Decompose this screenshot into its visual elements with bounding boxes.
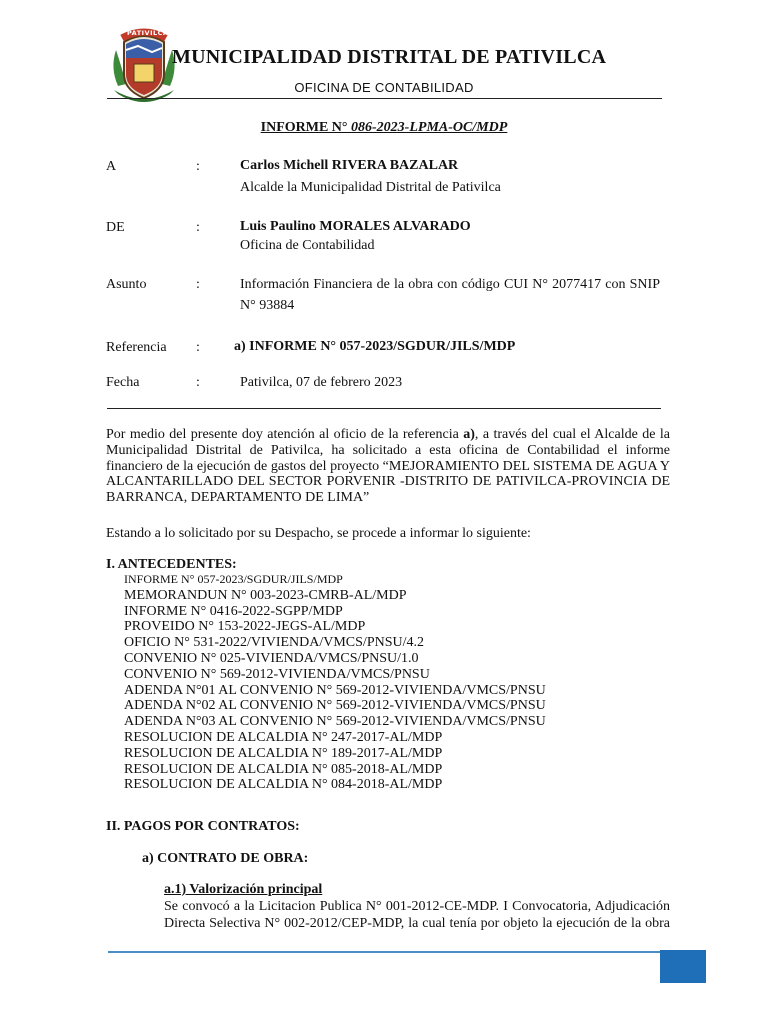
recipient-name: Carlos Michell RIVERA BAZALAR (240, 158, 459, 173)
valuation-line-1: Se convocó a la Licitacion Publica N° 001-2012-CE-MDP. I Convocatoria, Adjudicación (164, 899, 670, 914)
date-value: Pativilca, 07 de febrero 2023 (240, 375, 403, 390)
footer-line (108, 951, 670, 953)
report-title-prefix: INFORME N° (260, 120, 348, 135)
subject-line-2: N° 93884 (240, 298, 295, 313)
office-name: OFICINA DE CONTABILIDAD (294, 80, 474, 95)
pagos-heading: II. PAGOS POR CONTRATOS: (106, 819, 300, 834)
sender-title: Oficina de Contabilidad (240, 238, 375, 253)
reference-label: Referencia (106, 340, 167, 355)
list-item: CONVENIO N° 569-2012-VIVIENDA/VMCS/PNSU (124, 666, 430, 682)
subject-label: Asunto (106, 277, 147, 292)
reference-colon: : (196, 340, 200, 355)
from-colon: : (196, 220, 200, 235)
organization-title: MUNICIPALIDAD DISTRITAL DE PATIVILCA (172, 46, 607, 68)
recipient-title: Alcalde la Municipalidad Distrital de Pativilca (240, 180, 501, 195)
contract-subheading: a) CONTRATO DE OBRA: (142, 851, 309, 866)
intro-paragraph (106, 427, 670, 506)
list-item: RESOLUCION DE ALCALDIA N° 084-2018-AL/MDP (124, 777, 443, 793)
subject-line-1: Información Financiera de la obra con código CUI N° 2077417 con SNIP (240, 277, 660, 292)
list-item: INFORME N° 0416-2022-SGPP/MDP (124, 603, 343, 619)
list-item: INFORME N° 057-2023/SGDUR/JILS/MDP (124, 572, 343, 586)
antecedentes-heading: I. ANTECEDENTES: (106, 557, 237, 572)
request-paragraph: Estando a lo solicitado por su Despacho, se procede a informar lo siguiente: (106, 526, 531, 541)
memo-divider (107, 408, 661, 409)
sender-name: Luis Paulino MORALES ALVARADO (240, 219, 471, 234)
valuation-line-2: Directa Selectiva N° 002-2012/CEP-MDP, la cual tenía por objeto la ejecución de la obra (164, 916, 670, 931)
list-item: CONVENIO N° 025-VIVIENDA/VMCS/PNSU/1.0 (124, 650, 419, 666)
list-item: RESOLUCION DE ALCALDIA N° 085-2018-AL/MDP (124, 761, 443, 777)
list-item: ADENDA N°01 AL CONVENIO N° 569-2012-VIVIENDA/VMCS/PNSU (124, 682, 546, 698)
date-colon: : (196, 375, 200, 390)
header-divider (107, 98, 662, 99)
logo-text: PATIVILCA (127, 29, 169, 37)
report-number: 086-2023-LPMA-OC/MDP (351, 120, 508, 135)
list-item: RESOLUCION DE ALCALDIA N° 189-2017-AL/MDP (124, 745, 443, 761)
footer-page-box (660, 950, 706, 983)
to-colon: : (196, 159, 200, 174)
list-item: MEMORANDUN N° 003-2023-CMRB-AL/MDP (124, 587, 407, 603)
list-item: ADENDA N°03 AL CONVENIO N° 569-2012-VIVIENDA/VMCS/PNSU (124, 714, 546, 730)
list-item: ADENDA N°02 AL CONVENIO N° 569-2012-VIVIENDA/VMCS/PNSU (124, 698, 546, 714)
valuation-subheading: a.1) Valorización principal (164, 882, 323, 897)
list-item: PROVEIDO N° 153-2022-JEGS-AL/MDP (124, 619, 366, 635)
list-item: RESOLUCION DE ALCALDIA N° 247-2017-AL/MDP (124, 729, 443, 745)
report-title (0, 120, 768, 136)
intro-text-end: , a través del cual el Alcalde de la Municipalidad Distrital de Pativilca, ha solicitado a esta oficina de Contabilidad el informe financiero de la ejecución de gastos del proyecto “MEJORAMIENTO DEL SISTEMA DE AGUA Y ALCANTARILLADO DEL SECTOR PORVENIR -DISTRITO DE PATIVILCA-PROVINCIA DE BARRANCA, DEPARTAMENTO DE LIMA” (106, 427, 670, 506)
intro-reference-mark: a) (463, 427, 475, 442)
date-label: Fecha (106, 375, 140, 390)
from-label: DE (106, 220, 125, 235)
intro-text-start: Por medio del presente doy atención al oficio de la referencia (106, 427, 464, 442)
to-label: A (106, 159, 117, 174)
subject-colon: : (196, 277, 200, 292)
reference-value: a) INFORME N° 057-2023/SGDUR/JILS/MDP (234, 339, 516, 354)
list-item: OFICIO N° 531-2022/VIVIENDA/VMCS/PNSU/4.2 (124, 635, 425, 651)
antecedentes-list (124, 572, 546, 793)
